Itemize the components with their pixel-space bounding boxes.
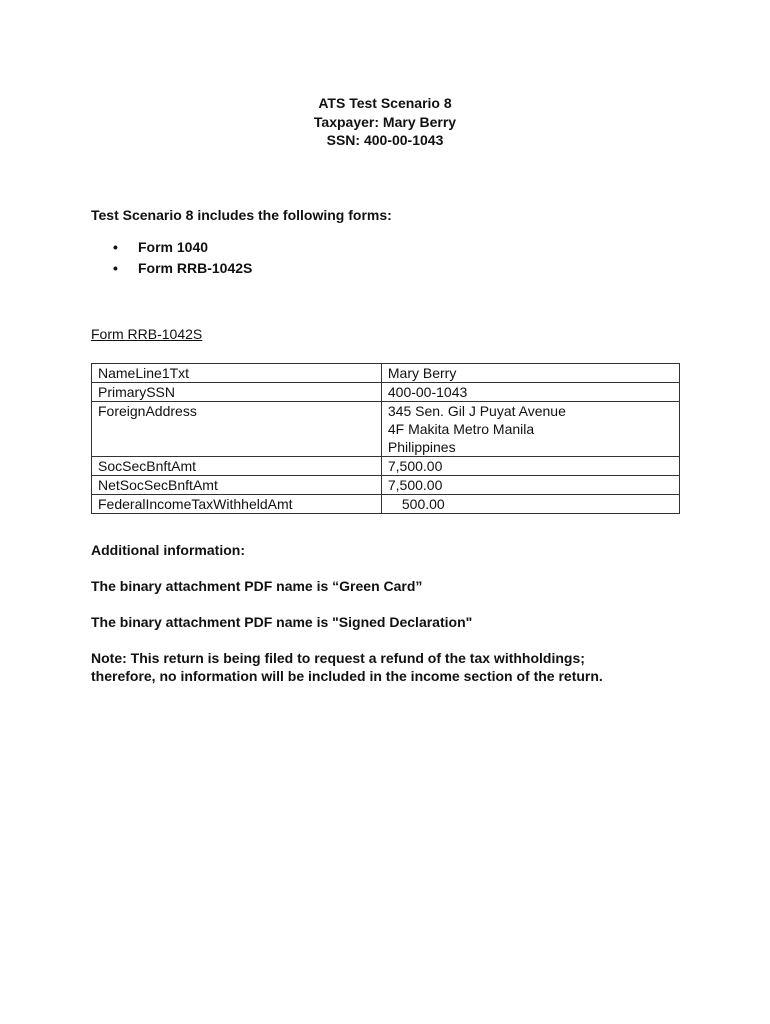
refund-note-line-2: therefore, no information will be included in the income section of the return. bbox=[91, 668, 603, 684]
field-value-address bbox=[381, 402, 679, 457]
field-value: 400-00-1043 bbox=[381, 383, 679, 402]
taxpayer-name: Taxpayer: Mary Berry bbox=[313, 113, 457, 130]
forms-intro: Test Scenario 8 includes the following forms: bbox=[91, 207, 392, 223]
table-row bbox=[92, 383, 680, 402]
taxpayer-ssn: SSN: 400-00-1043 bbox=[326, 132, 444, 148]
field-name: FederalIncomeTaxWithheldAmt bbox=[92, 495, 382, 514]
section-title: Form RRB-1042S bbox=[91, 326, 203, 342]
list-item bbox=[113, 237, 252, 258]
address-line: 345 Sen. Gil J Puyat Avenue bbox=[387, 403, 566, 419]
table-row bbox=[92, 457, 680, 476]
attachment-note-2: The binary attachment PDF name is "Signed Declaration" bbox=[91, 614, 473, 630]
bullet-icon: • bbox=[113, 239, 118, 255]
table-row bbox=[92, 495, 680, 514]
refund-note-line-1: Note: This return is being filed to request a refund of the tax withholdings; bbox=[91, 650, 585, 666]
table-row bbox=[92, 364, 680, 383]
field-name: NameLine1Txt bbox=[92, 364, 382, 383]
field-value: Mary Berry bbox=[381, 364, 679, 383]
attachment-note-1: The binary attachment PDF name is “Green Card” bbox=[91, 578, 423, 594]
field-name: PrimarySSN bbox=[92, 383, 382, 402]
list-item bbox=[113, 258, 252, 279]
bullet-icon: • bbox=[113, 260, 118, 276]
table-row bbox=[92, 476, 680, 495]
form-data-table bbox=[91, 363, 680, 514]
form-label: Form 1040 bbox=[138, 239, 209, 255]
form-label: Form RRB-1042S bbox=[138, 260, 253, 276]
field-value: 7,500.00 bbox=[381, 476, 679, 495]
table-row bbox=[92, 402, 680, 457]
document-title: ATS Test Scenario 8 bbox=[318, 95, 452, 111]
field-value: 7,500.00 bbox=[381, 457, 679, 476]
field-name: SocSecBnftAmt bbox=[92, 457, 382, 476]
document-header bbox=[0, 94, 770, 150]
address-line: Philippines bbox=[387, 439, 456, 455]
additional-info-title: Additional information: bbox=[91, 542, 245, 558]
field-name: NetSocSecBnftAmt bbox=[92, 476, 382, 495]
address-line: 4F Makita Metro Manila bbox=[387, 421, 535, 437]
field-value: 500.00 bbox=[381, 495, 679, 514]
field-name: ForeignAddress bbox=[92, 402, 382, 457]
forms-list bbox=[113, 237, 252, 279]
